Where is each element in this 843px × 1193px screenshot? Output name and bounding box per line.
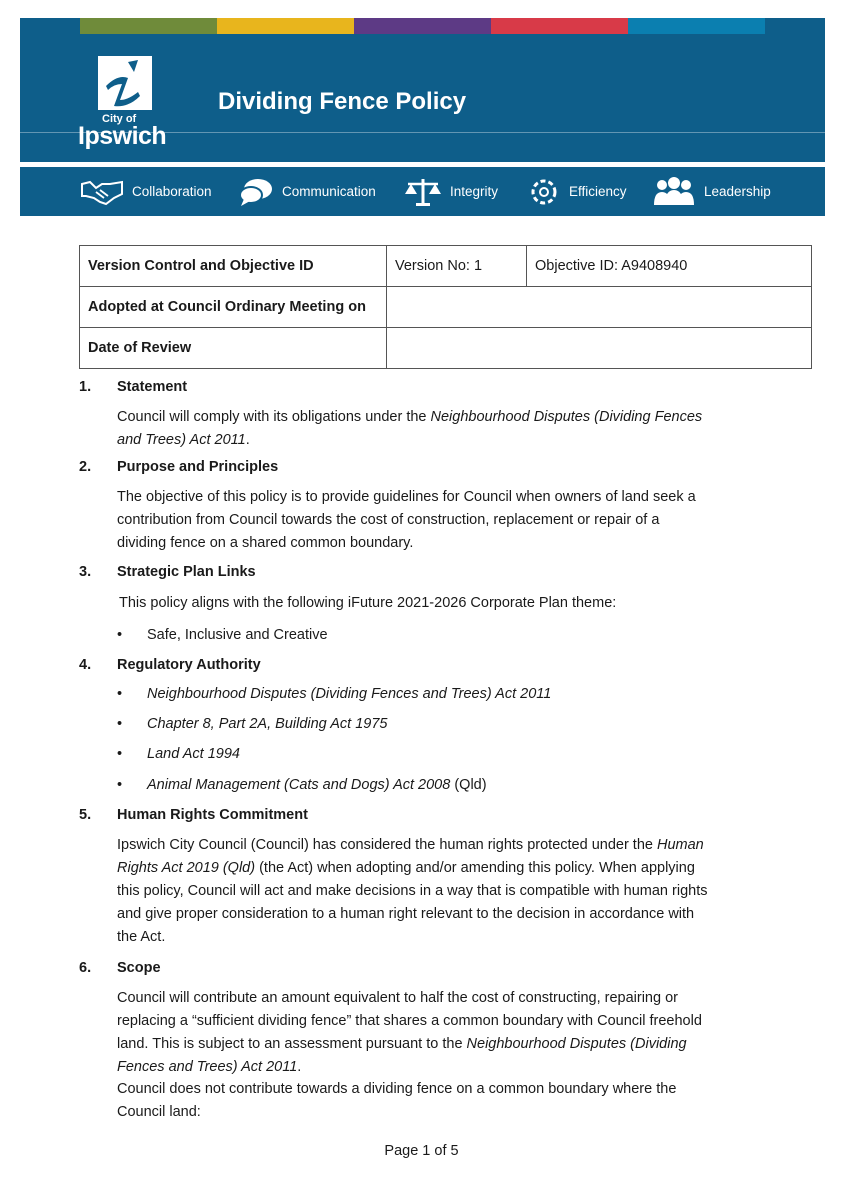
section-title: Statement bbox=[117, 379, 188, 395]
list-item-text: Safe, Inclusive and Creative bbox=[147, 627, 328, 643]
color-stripe bbox=[628, 18, 765, 34]
section-number: 5. bbox=[79, 807, 92, 823]
act-title: Human bbox=[657, 837, 704, 853]
list-item-text: Animal Management (Cats and Dogs) Act 2008 bbox=[147, 777, 451, 793]
section-heading bbox=[79, 657, 261, 673]
value-label: Integrity bbox=[450, 184, 499, 199]
list-item-text: Neighbourhood Disputes (Dividing Fences and Trees) Act 2011 bbox=[147, 686, 552, 702]
logo-text-big: Ipswich bbox=[78, 122, 167, 150]
text-line bbox=[117, 834, 817, 857]
text-span: land. This is subject to an assessment pursuant to the bbox=[117, 1036, 467, 1052]
table-cell-version: Version No: 1 bbox=[387, 246, 527, 287]
table-cell-label: Version Control and Objective ID bbox=[80, 246, 387, 287]
scales-icon bbox=[404, 176, 442, 208]
text-line: Council does not contribute towards a dividing fence on a common boundary where the bbox=[117, 1081, 677, 1097]
value-leadership bbox=[652, 167, 771, 216]
people-icon bbox=[652, 177, 696, 207]
color-stripe bbox=[354, 18, 491, 34]
values-bar bbox=[20, 167, 825, 216]
text-line: this policy, Council will act and make decisions in a way that is compatible with human rights bbox=[117, 883, 708, 899]
bullet-icon: • bbox=[117, 627, 123, 643]
table-cell-label: Adopted at Council Ordinary Meeting on bbox=[80, 287, 387, 328]
header-banner bbox=[20, 18, 825, 162]
logo-text-small: City of bbox=[102, 113, 137, 125]
list-item bbox=[117, 686, 551, 702]
table-row bbox=[80, 287, 812, 328]
table-row bbox=[80, 246, 812, 287]
text-span: Ipswich City Council (Council) has considered the human rights protected under the bbox=[117, 837, 657, 853]
value-collaboration bbox=[80, 167, 212, 216]
table-cell-value bbox=[387, 287, 812, 328]
color-stripe bbox=[491, 18, 628, 34]
logo-mark-icon bbox=[98, 56, 152, 110]
section-heading bbox=[79, 807, 308, 823]
section-title: Human Rights Commitment bbox=[117, 807, 308, 823]
text-line: Council will contribute an amount equivalent to half the cost of constructing, repairing or bbox=[117, 990, 678, 1006]
table-cell-value bbox=[387, 328, 812, 369]
text-line: the Act. bbox=[117, 929, 166, 945]
list-item-suffix: (Qld) bbox=[450, 777, 487, 793]
section-heading bbox=[79, 564, 256, 580]
value-label: Leadership bbox=[704, 184, 771, 199]
text-line bbox=[117, 406, 767, 429]
text-line bbox=[117, 857, 817, 880]
gear-icon bbox=[527, 175, 561, 209]
paragraph bbox=[117, 987, 817, 1079]
section-title: Strategic Plan Links bbox=[117, 564, 256, 580]
list-item bbox=[117, 716, 387, 732]
bullet-icon: • bbox=[117, 777, 123, 793]
section-number: 4. bbox=[79, 657, 92, 673]
value-communication bbox=[238, 167, 376, 216]
bullet-icon: • bbox=[117, 686, 123, 702]
act-title: and Trees) Act 2011 bbox=[117, 432, 246, 448]
section-heading bbox=[79, 960, 161, 976]
act-title: Neighbourhood Disputes (Dividing bbox=[466, 1036, 687, 1052]
paragraph bbox=[117, 406, 767, 452]
value-efficiency bbox=[527, 167, 627, 216]
bullet-icon: • bbox=[117, 716, 123, 732]
paragraph bbox=[117, 834, 817, 949]
list-item-text: Chapter 8, Part 2A, Building Act 1975 bbox=[147, 716, 388, 732]
act-title: Rights Act 2019 (Qld) bbox=[117, 860, 256, 876]
section-number: 2. bbox=[79, 459, 92, 475]
text-line: Council land: bbox=[117, 1104, 201, 1120]
list-item bbox=[117, 777, 487, 793]
text-span: Council will comply with its obligations under the bbox=[117, 409, 431, 425]
text-line: dividing fence on a shared common boundary. bbox=[117, 535, 414, 551]
color-stripe bbox=[80, 18, 217, 34]
value-label: Collaboration bbox=[132, 184, 212, 199]
page-number: Page 1 of 5 bbox=[384, 1143, 459, 1159]
value-integrity bbox=[404, 167, 498, 216]
text-span: (the Act) when adopting and/or amending this policy. When applying bbox=[255, 860, 695, 876]
text-line bbox=[117, 1033, 817, 1056]
text-line bbox=[117, 1056, 817, 1079]
paragraph: This policy aligns with the following iFuture 2021-2026 Corporate Plan theme: bbox=[119, 595, 617, 611]
text-line: contribution from Council towards the cost of construction, replacement or repair of a bbox=[117, 512, 660, 528]
section-title: Purpose and Principles bbox=[117, 459, 279, 475]
section-number: 6. bbox=[79, 960, 92, 976]
text-line: replacing a “sufficient dividing fence” that shares a common boundary with Council freehold bbox=[117, 1013, 702, 1029]
section-number: 3. bbox=[79, 564, 92, 580]
section-number: 1. bbox=[79, 379, 92, 395]
text-line bbox=[117, 429, 767, 452]
bullet-icon: • bbox=[117, 746, 123, 762]
page-title: Dividing Fence Policy bbox=[218, 88, 467, 115]
text-span: . bbox=[297, 1059, 302, 1075]
color-stripes bbox=[80, 18, 765, 34]
text-line: and give proper consideration to a human right relevant to the decision in accordance with bbox=[117, 906, 695, 922]
color-stripe bbox=[217, 18, 354, 34]
table-row bbox=[80, 328, 812, 369]
handshake-icon bbox=[80, 178, 124, 206]
list-item bbox=[117, 627, 328, 643]
section-title: Scope bbox=[117, 960, 161, 976]
act-title: Fences and Trees) Act 2011 bbox=[117, 1059, 298, 1075]
value-label: Efficiency bbox=[569, 184, 627, 199]
table-cell-label: Date of Review bbox=[80, 328, 387, 369]
text-span: . bbox=[245, 432, 250, 448]
paragraph bbox=[117, 1078, 817, 1124]
speech-bubble-icon bbox=[238, 177, 274, 207]
ipswich-logo bbox=[78, 56, 174, 152]
list-item-text: Land Act 1994 bbox=[147, 746, 240, 762]
text-line: The objective of this policy is to provide guidelines for Council when owners of land seek a bbox=[117, 489, 696, 505]
version-control-table bbox=[79, 245, 812, 369]
section-title: Regulatory Authority bbox=[117, 657, 261, 673]
act-title: Neighbourhood Disputes (Dividing Fences bbox=[430, 409, 703, 425]
value-label: Communication bbox=[282, 184, 376, 199]
list-item bbox=[117, 746, 240, 762]
table-cell-objective-id: Objective ID: A9408940 bbox=[527, 246, 812, 287]
paragraph bbox=[117, 486, 767, 555]
section-heading bbox=[79, 379, 187, 395]
section-heading bbox=[79, 459, 278, 475]
